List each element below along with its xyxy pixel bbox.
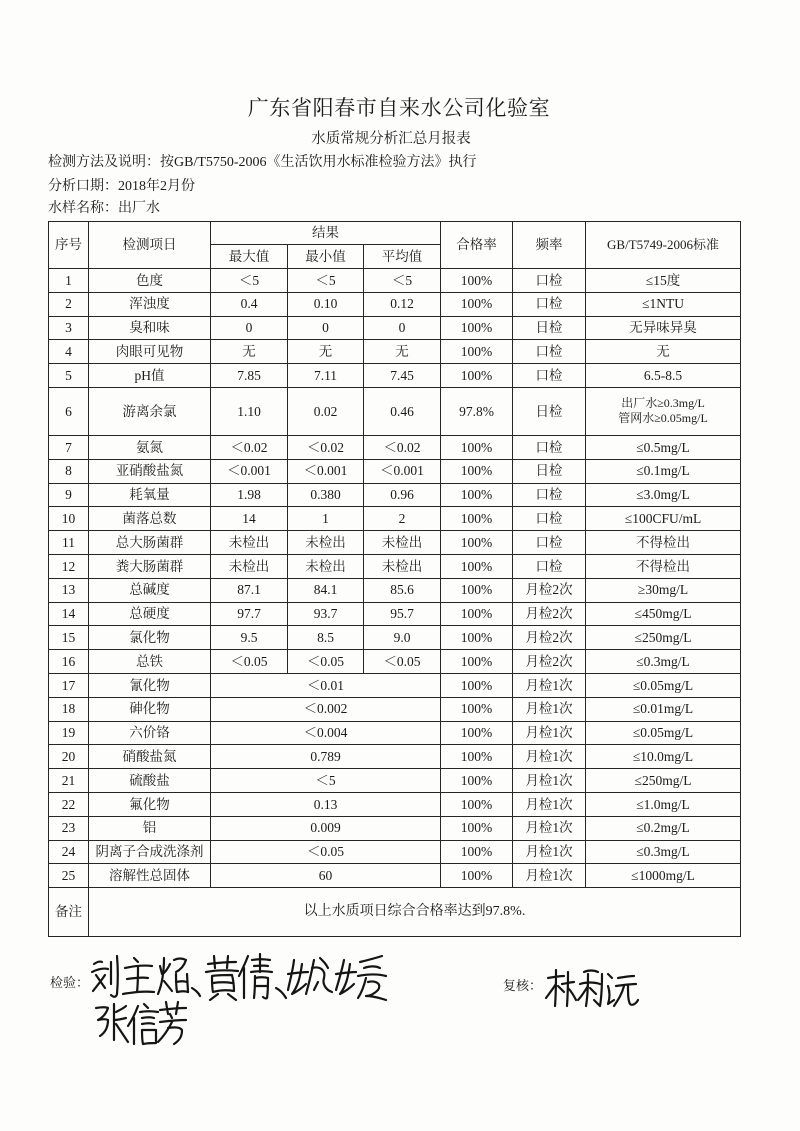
table-row — [49, 507, 741, 531]
results-table-body — [49, 269, 741, 888]
row-number: 4 — [49, 340, 89, 364]
row-number: 5 — [49, 364, 89, 388]
row-number: 19 — [49, 721, 89, 745]
pass-rate: 100% — [441, 435, 513, 459]
table-row — [49, 697, 741, 721]
standard-limit: ≤100CFU/mL — [586, 507, 741, 531]
avg-value: 95.7 — [364, 602, 441, 626]
min-value: 0.02 — [288, 387, 364, 435]
table-row — [49, 269, 741, 293]
frequency: 月检1次 — [513, 792, 586, 816]
avg-value: 未检出 — [364, 531, 441, 555]
pass-rate: 100% — [441, 554, 513, 578]
standard-limit: ≤1000mg/L — [586, 864, 741, 888]
pass-rate: 100% — [441, 459, 513, 483]
min-value: ＜0.05 — [288, 650, 364, 674]
table-row — [49, 769, 741, 793]
header-min: 最小值 — [288, 245, 364, 269]
pass-rate: 100% — [441, 721, 513, 745]
frequency: 月检1次 — [513, 864, 586, 888]
table-row — [49, 602, 741, 626]
pass-rate: 100% — [441, 864, 513, 888]
table-row — [49, 316, 741, 340]
table-row — [49, 626, 741, 650]
max-value: 无 — [211, 340, 288, 364]
standard-limit: ≤10.0mg/L — [586, 745, 741, 769]
standard-limit: ≤0.5mg/L — [586, 435, 741, 459]
max-value: 未检出 — [211, 554, 288, 578]
avg-value: 未检出 — [364, 554, 441, 578]
max-value: 0 — [211, 316, 288, 340]
pass-rate: 100% — [441, 840, 513, 864]
report-subtitle: 水质常规分析汇总月报表 — [311, 131, 471, 147]
test-item: 总硬度 — [89, 602, 211, 626]
table-row — [49, 745, 741, 769]
standard-limit: ≤0.05mg/L — [586, 721, 741, 745]
header-row — [49, 222, 741, 245]
standard-limit: ≤15度 — [586, 269, 741, 293]
row-number: 24 — [49, 840, 89, 864]
min-value: 0 — [288, 316, 364, 340]
frequency: 月检2次 — [513, 578, 586, 602]
avg-value: ＜0.001 — [364, 459, 441, 483]
min-value: 8.5 — [288, 626, 364, 650]
row-number: 12 — [49, 554, 89, 578]
test-item: 总铁 — [89, 650, 211, 674]
avg-value: 0.96 — [364, 483, 441, 507]
avg-value: 0.12 — [364, 292, 441, 316]
frequency: 口检 — [513, 340, 586, 364]
standard-limit: 不得检出 — [586, 554, 741, 578]
table-row — [49, 673, 741, 697]
report-title: 广东省阳春市自来水公司化验室 — [247, 96, 551, 120]
frequency: 月检2次 — [513, 602, 586, 626]
standard-limit: 6.5-8.5 — [586, 364, 741, 388]
reviewer-label: 复核： — [503, 978, 543, 993]
standard-limit: 无异味异臭 — [586, 316, 741, 340]
frequency: 月检1次 — [513, 697, 586, 721]
table-row — [49, 721, 741, 745]
sample-name: 水样名称：出厂水 — [48, 201, 160, 216]
standard-limit: ≤450mg/L — [586, 602, 741, 626]
avg-value: ＜5 — [364, 269, 441, 293]
frequency: 口检 — [513, 554, 586, 578]
inspector-label: 检验： — [50, 975, 90, 990]
combined-result: ＜5 — [211, 769, 441, 793]
frequency: 口检 — [513, 364, 586, 388]
row-number: 6 — [49, 387, 89, 435]
combined-result: ＜0.002 — [211, 697, 441, 721]
max-value: 7.85 — [211, 364, 288, 388]
standard-limit: 不得检出 — [586, 531, 741, 555]
frequency: 口检 — [513, 531, 586, 555]
pass-rate: 100% — [441, 340, 513, 364]
standard-limit: ≤0.01mg/L — [586, 697, 741, 721]
row-number: 8 — [49, 459, 89, 483]
table-row — [49, 387, 741, 435]
standard-limit: ≤0.3mg/L — [586, 650, 741, 674]
row-number: 18 — [49, 697, 89, 721]
frequency: 日检 — [513, 387, 586, 435]
avg-value: ＜0.02 — [364, 435, 441, 459]
row-number: 16 — [49, 650, 89, 674]
table-row — [49, 459, 741, 483]
pass-rate: 100% — [441, 507, 513, 531]
test-method-note: 检测方法及说明：按GB/T5750-2006《生活饮用水标准检验方法》执行 — [48, 155, 477, 170]
pass-rate: 100% — [441, 697, 513, 721]
row-number: 21 — [49, 769, 89, 793]
min-value: ＜0.001 — [288, 459, 364, 483]
frequency: 月检1次 — [513, 721, 586, 745]
avg-value: 9.0 — [364, 626, 441, 650]
standard-limit: ≤0.1mg/L — [586, 459, 741, 483]
pass-rate: 100% — [441, 745, 513, 769]
combined-result: 0.789 — [211, 745, 441, 769]
standard-limit-line: 出厂水≥0.3mg/L — [621, 396, 705, 411]
avg-value: ＜0.05 — [364, 650, 441, 674]
test-item: 亚硝酸盐氮 — [89, 459, 211, 483]
min-value: 未检出 — [288, 531, 364, 555]
standard-limit: ≥30mg/L — [586, 578, 741, 602]
table-row — [49, 650, 741, 674]
frequency: 月检1次 — [513, 769, 586, 793]
row-number: 10 — [49, 507, 89, 531]
frequency: 月检1次 — [513, 816, 586, 840]
test-item: 色度 — [89, 269, 211, 293]
max-value: ＜0.001 — [211, 459, 288, 483]
test-item: 溶解性总固体 — [89, 864, 211, 888]
header-no: 序号 — [49, 222, 89, 269]
min-value: 84.1 — [288, 578, 364, 602]
standard-limit — [586, 387, 741, 435]
frequency: 月检1次 — [513, 840, 586, 864]
reviewer-signature — [542, 962, 642, 1014]
standard-limit: 无 — [586, 340, 741, 364]
row-number: 11 — [49, 531, 89, 555]
frequency: 日检 — [513, 316, 586, 340]
max-value: 1.10 — [211, 387, 288, 435]
row-number: 7 — [49, 435, 89, 459]
table-row — [49, 435, 741, 459]
combined-result: ＜0.004 — [211, 721, 441, 745]
test-item: 氟化物 — [89, 792, 211, 816]
max-value: ＜5 — [211, 269, 288, 293]
test-item: 阴离子合成洗涤剂 — [89, 840, 211, 864]
test-item: 浑浊度 — [89, 292, 211, 316]
standard-limit: ≤250mg/L — [586, 626, 741, 650]
standard-limit: ≤250mg/L — [586, 769, 741, 793]
pass-rate: 100% — [441, 531, 513, 555]
frequency: 月检2次 — [513, 650, 586, 674]
max-value: ＜0.02 — [211, 435, 288, 459]
test-item: 总大肠菌群 — [89, 531, 211, 555]
header-result: 结果 — [211, 222, 441, 245]
remark-label: 备注 — [49, 888, 89, 937]
table-row — [49, 578, 741, 602]
test-item: 肉眼可见物 — [89, 340, 211, 364]
combined-result: 0.13 — [211, 792, 441, 816]
test-item: 臭和味 — [89, 316, 211, 340]
header-standard: GB/T5749-2006标准 — [586, 222, 741, 269]
results-table — [48, 221, 741, 937]
standard-limit: ≤0.2mg/L — [586, 816, 741, 840]
analysis-date: 分析口期：2018年2月份 — [48, 179, 195, 194]
test-item: 粪大肠菌群 — [89, 554, 211, 578]
max-value: ＜0.05 — [211, 650, 288, 674]
table-row — [49, 792, 741, 816]
frequency: 月检1次 — [513, 745, 586, 769]
remark-row — [49, 888, 741, 937]
frequency: 月检2次 — [513, 626, 586, 650]
min-value: 0.380 — [288, 483, 364, 507]
row-number: 13 — [49, 578, 89, 602]
row-number: 2 — [49, 292, 89, 316]
row-number: 25 — [49, 864, 89, 888]
max-value: 14 — [211, 507, 288, 531]
max-value: 9.5 — [211, 626, 288, 650]
table-row — [49, 554, 741, 578]
frequency: 口检 — [513, 435, 586, 459]
pass-rate: 100% — [441, 816, 513, 840]
test-item: 菌落总数 — [89, 507, 211, 531]
frequency: 口检 — [513, 292, 586, 316]
frequency: 口检 — [513, 483, 586, 507]
test-item: 铝 — [89, 816, 211, 840]
frequency: 口检 — [513, 507, 586, 531]
pass-rate: 97.8% — [441, 387, 513, 435]
table-row — [49, 340, 741, 364]
avg-value: 0 — [364, 316, 441, 340]
combined-result: 0.009 — [211, 816, 441, 840]
max-value: 97.7 — [211, 602, 288, 626]
header-avg: 平均值 — [364, 245, 441, 269]
avg-value: 2 — [364, 507, 441, 531]
test-item: 硝酸盐氮 — [89, 745, 211, 769]
row-number: 1 — [49, 269, 89, 293]
pass-rate: 100% — [441, 316, 513, 340]
header-frequency: 频率 — [513, 222, 586, 269]
pass-rate: 100% — [441, 650, 513, 674]
min-value: ＜5 — [288, 269, 364, 293]
pass-rate: 100% — [441, 769, 513, 793]
min-value: 无 — [288, 340, 364, 364]
pass-rate: 100% — [441, 578, 513, 602]
header-max: 最大值 — [211, 245, 288, 269]
test-item: 氰化物 — [89, 673, 211, 697]
row-number: 3 — [49, 316, 89, 340]
min-value: 未检出 — [288, 554, 364, 578]
frequency: 日检 — [513, 459, 586, 483]
standard-limit: ≤1NTU — [586, 292, 741, 316]
header-item: 检测项日 — [89, 222, 211, 269]
table-row — [49, 364, 741, 388]
combined-result: ＜0.05 — [211, 840, 441, 864]
frequency: 月检1次 — [513, 673, 586, 697]
test-item: 砷化物 — [89, 697, 211, 721]
table-row — [49, 816, 741, 840]
min-value: ＜0.02 — [288, 435, 364, 459]
pass-rate: 100% — [441, 673, 513, 697]
avg-value: 7.45 — [364, 364, 441, 388]
row-number: 20 — [49, 745, 89, 769]
table-row — [49, 292, 741, 316]
standard-limit: ≤0.3mg/L — [586, 840, 741, 864]
pass-rate: 100% — [441, 292, 513, 316]
pass-rate: 100% — [441, 602, 513, 626]
frequency: 口检 — [513, 269, 586, 293]
avg-value: 85.6 — [364, 578, 441, 602]
test-item: 硫酸盐 — [89, 769, 211, 793]
combined-result: 60 — [211, 864, 441, 888]
pass-rate: 100% — [441, 626, 513, 650]
test-item: pH值 — [89, 364, 211, 388]
test-item: 氨氮 — [89, 435, 211, 459]
test-item: 氯化物 — [89, 626, 211, 650]
table-row — [49, 864, 741, 888]
header-pass-rate: 合格率 — [441, 222, 513, 269]
pass-rate: 100% — [441, 269, 513, 293]
row-number: 14 — [49, 602, 89, 626]
min-value: 0.10 — [288, 292, 364, 316]
max-value: 0.4 — [211, 292, 288, 316]
test-item: 六价铬 — [89, 721, 211, 745]
test-item: 总碱度 — [89, 578, 211, 602]
pass-rate: 100% — [441, 364, 513, 388]
row-number: 9 — [49, 483, 89, 507]
min-value: 7.11 — [288, 364, 364, 388]
standard-limit: ≤0.05mg/L — [586, 673, 741, 697]
max-value: 1.98 — [211, 483, 288, 507]
test-item: 耗氧量 — [89, 483, 211, 507]
row-number: 22 — [49, 792, 89, 816]
combined-result: ＜0.01 — [211, 673, 441, 697]
avg-value: 0.46 — [364, 387, 441, 435]
max-value: 87.1 — [211, 578, 288, 602]
remark-text: 以上水质项日综合合格率达到97.8%. — [89, 888, 741, 937]
table-row — [49, 483, 741, 507]
standard-limit-line: 管网水≥0.05mg/L — [618, 411, 708, 426]
min-value: 93.7 — [288, 602, 364, 626]
inspector-signature — [88, 948, 390, 1048]
pass-rate: 100% — [441, 792, 513, 816]
test-item: 游离余氯 — [89, 387, 211, 435]
standard-limit: ≤3.0mg/L — [586, 483, 741, 507]
min-value: 1 — [288, 507, 364, 531]
row-number: 23 — [49, 816, 89, 840]
pass-rate: 100% — [441, 483, 513, 507]
table-row — [49, 840, 741, 864]
row-number: 17 — [49, 673, 89, 697]
max-value: 未检出 — [211, 531, 288, 555]
table-row — [49, 531, 741, 555]
standard-limit: ≤1.0mg/L — [586, 792, 741, 816]
row-number: 15 — [49, 626, 89, 650]
avg-value: 无 — [364, 340, 441, 364]
